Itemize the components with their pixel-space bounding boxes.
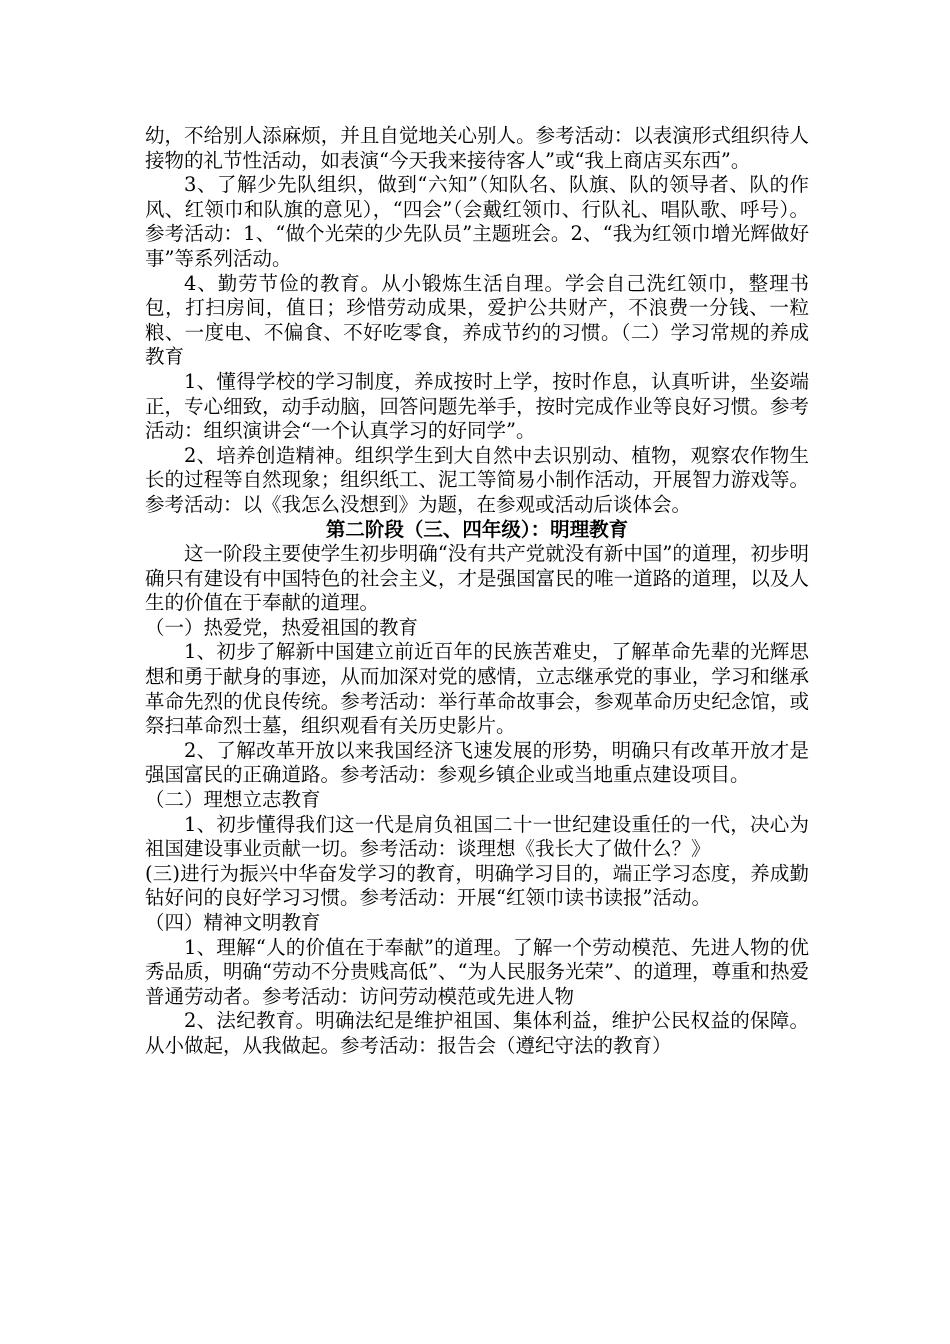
subsection-heading: （二）理想立志教育: [145, 788, 321, 812]
paragraph: 幼，不给别人添麻烦，并且自觉地关心别人。参考活动：以表演形式组织待人接物的礼节性活动，如表演“今天我来接待客人”或“我上商店买东西”。: [145, 124, 809, 172]
paragraph: 2、法纪教育。明确法纪是维护祖国、集体利益，维护公民权益的保障。从小做起，从我做起。参考活动：报告会（遵纪守法的教育）: [145, 1009, 809, 1057]
paragraph: 这一阶段主要使学生初步明确“没有共产党就没有新中国”的道理，初步明确只有建设有中国特色的社会主义，才是强国富民的唯一道路的道理，以及人生的价值在于奉献的道理。: [145, 542, 809, 615]
paragraph: 1、初步了解新中国建立前近百年的民族苦难史，了解革命先辈的光辉思想和勇于献身的事迹，从而加深对党的感情，立志继承党的事业，学习和继承革命先烈的优良传统。参考活动：举行革命故事会，参观革命历史纪念馆，或祭扫革命烈士墓，组织观看有关历史影片。: [145, 640, 809, 738]
paragraph: 3、了解少先队组织，做到“六知”（知队名、队旗、队的领导者、队的作风、红领巾和队旗的意见），“四会”（会戴红领巾、行队礼、唱队歌、呼号）。参考活动：1、“做个光荣的少先队员”主题班会。2、“我为红领巾增光辉做好事”等系列活动。: [145, 173, 809, 270]
paragraph: 2、了解改革开放以来我国经济飞速发展的形势，明确只有改革开放才是强国富民的正确道路。参考活动：参观乡镇企业或当地重点建设项目。: [145, 738, 809, 787]
subsection-heading: （四）精神文明教育: [145, 911, 321, 934]
paragraph: 1、理解“人的价值在于奉献”的道理。了解一个劳动模范、先进人物的优秀品质，明确“劳动不分贵贱高低”、“为人民服务光荣”、的道理，尊重和热爱普通劳动者。参考活动：访问劳动模范或先进人物: [145, 935, 809, 1008]
paragraph: 1、懂得学校的学习制度，养成按时上学，按时作息，认真听讲，坐姿端正，专心细致，动手动脑，回答问题先举手，按时完成作业等良好习惯。参考活动：组织演讲会“一个认真学习的好同学”。: [145, 369, 809, 443]
section-heading: 第二阶段（三、四年级）：明理教育: [325, 517, 629, 541]
paragraph: 4、勤劳节俭的教育。从小锻炼生活自理。学会自己洗红领巾，整理书包，打扫房间，值日；珍惜劳动成果，爱护公共财产，不浪费一分钱、一粒粮、一度电、不偏食、不好吃零食，养成节约的习惯。（二）学习常规的养成教育: [145, 271, 809, 369]
subsection-heading: （一）热爱党，热爱祖国的教育: [145, 615, 419, 639]
paragraph: 1、初步懂得我们这一代是肩负祖国二十一世纪建设重任的一代，决心为祖国建设事业贡献一切。参考活动：谈理想《我长大了做什么？》: [145, 812, 809, 861]
paragraph: 2、培养创造精神。组织学生到大自然中去识别动、植物，观察农作物生长的过程等自然现象；组织纸工、泥工等简易小制作活动，开展智力游戏等。参考活动：以《我怎么没想到》为题，在参观或活动后谈体会。: [145, 443, 809, 516]
paragraph: (三)进行为振兴中华奋发学习的教育，明确学习目的，端正学习态度，养成勤钻好问的良好学习习惯。参考活动：开展“红领巾读书读报”活动。: [145, 861, 809, 910]
document-page: [145, 124, 809, 1059]
